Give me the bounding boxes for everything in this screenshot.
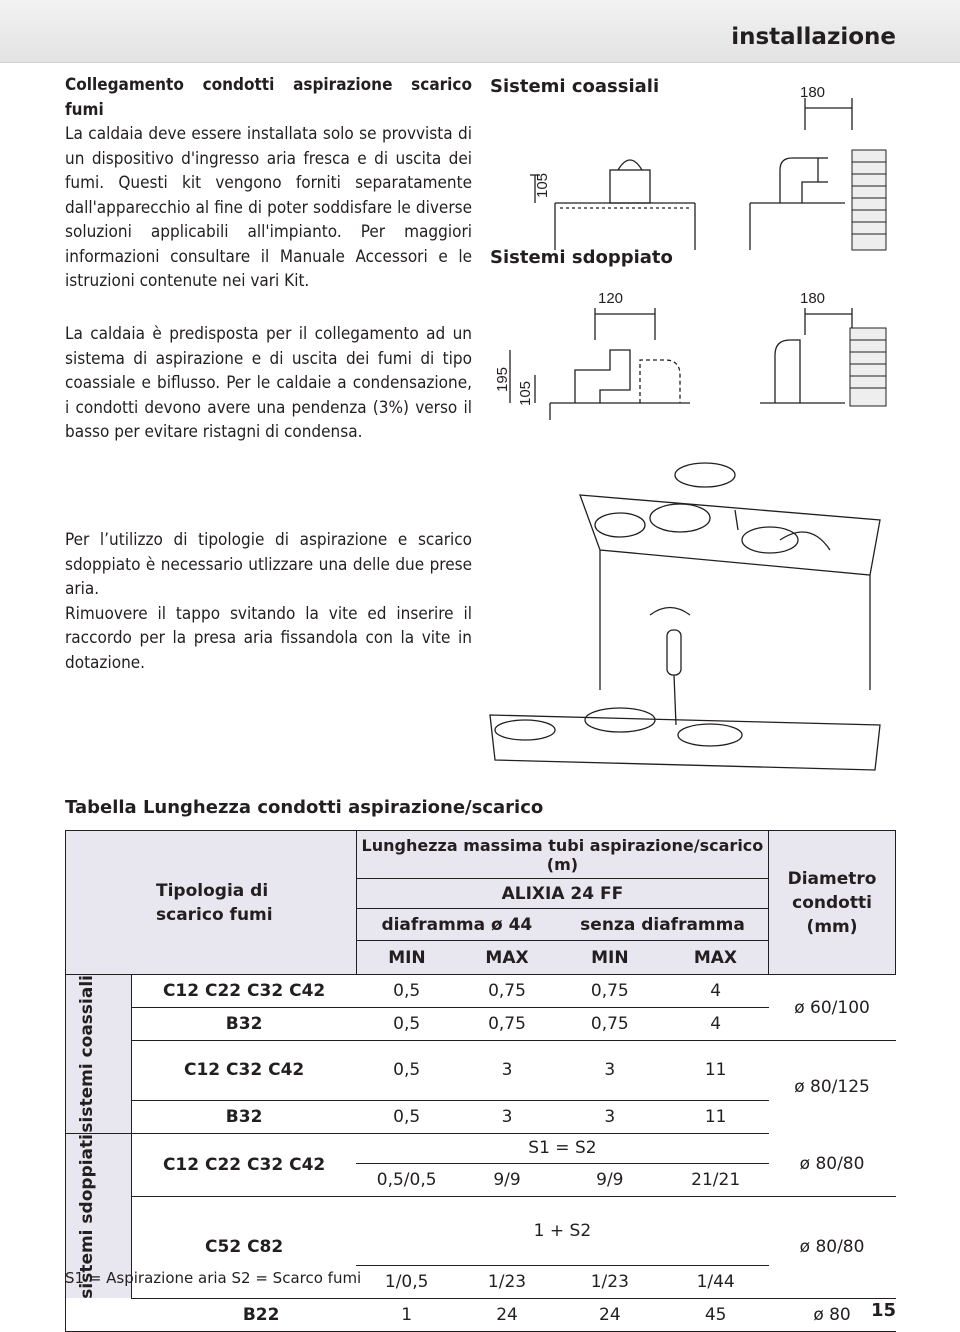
cell: 21/21 (663, 1163, 769, 1196)
cell: 1 (356, 1298, 457, 1331)
intro-block-3 (65, 528, 472, 675)
brick-wall-1 (852, 150, 886, 250)
col-type-header-cell (66, 831, 357, 975)
split-systems-label: Sistemi sdoppiato (490, 247, 673, 268)
intro-block (65, 73, 472, 294)
boiler-top-drawing-1 (580, 463, 880, 690)
diam-cell: ø 80/125 (794, 1077, 870, 1098)
table-row (66, 1298, 896, 1331)
split-vertical-drawing (760, 308, 852, 403)
cell: 0,5/0,5 (356, 1163, 457, 1196)
cell: 1/44 (663, 1265, 769, 1298)
cell: 0,75 (590, 981, 629, 1001)
installation-diagrams (480, 70, 900, 780)
row-type: B32 (131, 1008, 356, 1041)
col-length-header: Lunghezza massima tubi aspirazione/scarico (m) (356, 831, 768, 879)
cell: 9/9 (457, 1163, 557, 1196)
cell: 0,75 (557, 1008, 663, 1041)
split-note: S1 = S2 (356, 1133, 768, 1163)
cell: 0,5 (356, 1041, 457, 1101)
row-type: B22 (66, 1298, 357, 1331)
model-header: ALIXIA 24 FF (356, 879, 768, 909)
cell: 1/23 (557, 1265, 663, 1298)
diam-cell: ø 80/80 (769, 1133, 896, 1196)
dim-105-split: 105 (517, 380, 534, 406)
max-header-2: MAX (663, 941, 769, 975)
split-note: 1 + S2 (356, 1196, 768, 1265)
cell: 11 (663, 1041, 769, 1101)
intro-paragraph-3b: Rimuovere il tappo svitando la vite ed inserire il raccordo per la presa aria fissandola con la vite in dotazione. (65, 603, 472, 673)
dim-120: 120 (598, 290, 624, 307)
cell: 45 (663, 1298, 769, 1331)
split-elbow-drawing (550, 308, 690, 420)
coaxial-systems-label: Sistemi coassiali (490, 76, 660, 97)
diam-cell: ø 80 (769, 1298, 896, 1331)
table-row (66, 1133, 896, 1163)
group-coax-cell (66, 975, 132, 1134)
brick-wall-2 (850, 328, 886, 406)
intro-text-1: La caldaia deve essere installata solo se provvista di un dispositivo d'ingresso aria fresca e di uscita dei fumi. Questi kit vengono forniti separatamente dall'apparecchio al fine di poter soddisfare le diverse soluzioni applicabili all'impianto. Per maggiori informazioni consultare il Manuale Accessori e le istruzioni contenute nei vari Kit. (65, 124, 472, 291)
intro-title: Collegamento condotti aspirazione scarico fumi (65, 75, 472, 120)
cell: 0,5 (356, 1100, 457, 1133)
table-title: Tabella Lunghezza condotti aspirazione/scarico (65, 797, 544, 818)
intro-paragraph-1 (65, 73, 472, 294)
col-type-header: Tipologia di scarico fumi (156, 880, 273, 925)
table-footnote: S1 = Aspirazione aria S2 = Scarco fumi (65, 1269, 362, 1287)
row-type: C12 C22 C32 C42 (162, 981, 326, 1001)
cell: 3 (457, 1100, 557, 1133)
coaxial-elbow-drawing (750, 98, 852, 250)
cell: 9/9 (557, 1163, 663, 1196)
cell: 3 (457, 1041, 557, 1101)
cell: 0,75 (488, 981, 526, 1001)
max-header-1: MAX (457, 941, 557, 975)
dim-180-top: 180 (800, 84, 826, 101)
table-row (66, 1041, 896, 1101)
cell: 0,5 (393, 981, 421, 1001)
intro-block-2 (65, 322, 472, 445)
cell: 11 (663, 1100, 769, 1133)
cell: 1/0,5 (356, 1265, 457, 1298)
row-type: B32 (131, 1100, 356, 1133)
cell: 4 (710, 981, 722, 1001)
table-header-row-1 (66, 831, 896, 879)
diam-cell: ø 80/80 (769, 1196, 896, 1298)
cell: 3 (557, 1041, 663, 1101)
dim-105-coax: 105 (534, 172, 551, 198)
group-coax-label: sistemi coassiali (77, 975, 98, 1133)
min-header-1: MIN (356, 941, 457, 975)
boiler-top-drawing-2 (490, 708, 880, 770)
min-header-2: MIN (557, 941, 663, 975)
cell: 3 (557, 1100, 663, 1133)
cell: 24 (457, 1298, 557, 1331)
row-type: C12 C22 C32 C42 (131, 1133, 356, 1196)
dim-180-split: 180 (800, 290, 826, 307)
row-type: C52 C82 (131, 1196, 356, 1298)
dim-195: 195 (494, 366, 511, 392)
table-row (66, 1196, 896, 1265)
diam-cell: ø 60/100 (769, 975, 896, 1041)
cell: 0,75 (457, 1008, 557, 1041)
intro-paragraph-2: La caldaia è predisposta per il collegamento ad un sistema di aspirazione e di uscita dei fumi di tipo coassiale e biflusso. Per le caldaie a condensazione, i condotti devono avere una pendenza (3%) verso il basso per evitare ristagni di condensa. (65, 324, 472, 442)
page-number: 15 (870, 1300, 896, 1321)
group-split-label: sistemi sdoppiati (77, 1133, 98, 1299)
cell: 1/23 (457, 1265, 557, 1298)
cell: 4 (663, 1008, 769, 1041)
table-row (66, 975, 896, 1008)
section-title: installazione (731, 24, 896, 50)
cell: 0,5 (356, 1008, 457, 1041)
with-diaphragm-header: diaframma ø 44 (356, 909, 557, 941)
row-type: C12 C32 C42 (131, 1041, 356, 1101)
col-diameter-header: Diametro condotti (mm) (769, 831, 896, 975)
without-diaphragm-header: senza diaframma (557, 909, 769, 941)
cell: 24 (557, 1298, 663, 1331)
duct-length-table (65, 830, 896, 1332)
coaxial-vertical-drawing (555, 160, 695, 250)
intro-paragraph-3a: Per l’utilizzo di tipologie di aspirazione e scarico sdoppiato è necessario utlizzare una delle due prese aria. (65, 530, 472, 599)
screwdriver-drawing (650, 608, 690, 726)
